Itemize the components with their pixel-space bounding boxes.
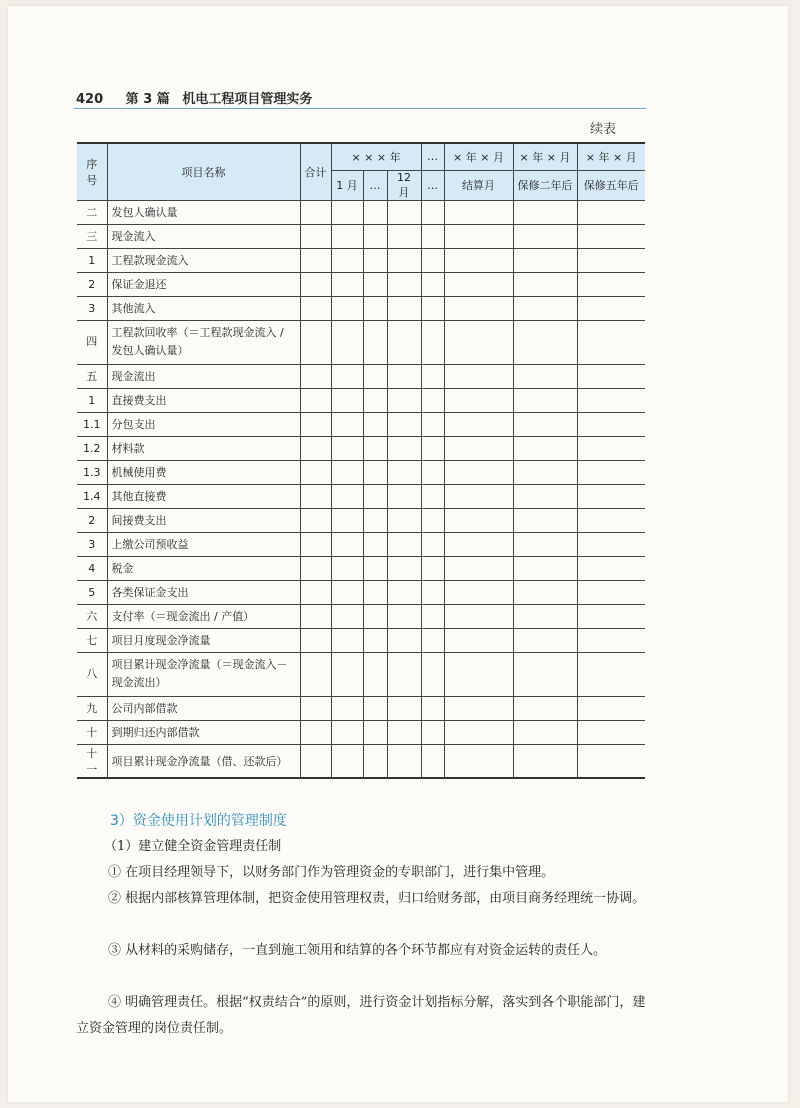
row-no: 五 [77, 364, 107, 388]
table-row [77, 436, 645, 460]
row-no: 1.1 [77, 412, 107, 436]
table-row [77, 320, 645, 364]
header-warranty2: 保修二年后 [513, 170, 577, 200]
header-rule [74, 108, 646, 109]
header-ellipsis-2: … [421, 170, 444, 200]
row-no: 1.3 [77, 460, 107, 484]
row-name: 税金 [107, 556, 300, 580]
header-month-1: 1 月 [331, 170, 363, 200]
table-row [77, 580, 645, 604]
paragraph-3: ② 根据内部核算管理体制，把资金使用管理权责，归口给财务部，由项目商务经理统一协调。 [108, 891, 646, 906]
row-name: 保证金退还 [107, 272, 300, 296]
table-row [77, 720, 645, 744]
table-row [77, 696, 645, 720]
row-no: 1.2 [77, 436, 107, 460]
header-name: 项目名称 [107, 143, 300, 200]
row-no: 三 [77, 224, 107, 248]
row-name: 项目月度现金净流量 [107, 628, 300, 652]
header-settle-month: 结算月 [444, 170, 513, 200]
row-no: 2 [77, 508, 107, 532]
row-no: 3 [77, 532, 107, 556]
row-no: 十一 [77, 744, 107, 778]
row-no: 八 [77, 652, 107, 696]
header-settle-date: × 年 × 月 [444, 143, 513, 170]
row-no: 九 [77, 696, 107, 720]
row-name: 发包人确认量 [107, 200, 300, 224]
table-row [77, 412, 645, 436]
row-name: 项目累计现金净流量（借、还款后） [107, 744, 300, 778]
table-row [77, 508, 645, 532]
row-no: 4 [77, 556, 107, 580]
table-row [77, 556, 645, 580]
row-name: 项目累计现金净流量（＝现金流入－现金流出） [107, 652, 300, 696]
row-no: 5 [77, 580, 107, 604]
row-no: 十 [77, 720, 107, 744]
row-name: 直接费支出 [107, 388, 300, 412]
paragraph-4: ③ 从材料的采购储存，一直到施工领用和结算的各个环节都应有对资金运转的责任人。 [108, 943, 607, 958]
row-no: 二 [77, 200, 107, 224]
row-name: 分包支出 [107, 412, 300, 436]
paragraph-1: （1）建立健全资金管理责任制 [104, 839, 282, 854]
paragraph-2: ① 在项目经理领导下，以财务部门作为管理资金的专职部门，进行集中管理。 [108, 865, 555, 880]
table-row [77, 388, 645, 412]
continued-table-label: 续表 [590, 122, 617, 137]
header-no: 序号 [77, 143, 107, 200]
row-name: 其他直接费 [107, 484, 300, 508]
row-no: 四 [77, 320, 107, 364]
table-row [77, 532, 645, 556]
row-no: 1 [77, 248, 107, 272]
row-no: 3 [77, 296, 107, 320]
header-warranty5: 保修五年后 [577, 170, 645, 200]
row-name: 各类保证金支出 [107, 580, 300, 604]
header-total: 合计 [300, 143, 331, 200]
row-no: 1 [77, 388, 107, 412]
table-row [77, 296, 645, 320]
row-name: 现金流入 [107, 224, 300, 248]
row-no: 2 [77, 272, 107, 296]
header-month-ellipsis: … [363, 170, 387, 200]
row-no: 六 [77, 604, 107, 628]
row-name: 上缴公司预收益 [107, 532, 300, 556]
header-month-12: 12 月 [387, 170, 421, 200]
row-name: 其他流入 [107, 296, 300, 320]
table-row [77, 200, 645, 224]
cash-flow-table [77, 142, 645, 779]
row-no: 1.4 [77, 484, 107, 508]
header-warranty5-date: × 年 × 月 [577, 143, 645, 170]
header-year: × × × 年 [331, 143, 421, 170]
row-no: 七 [77, 628, 107, 652]
book-title: 机电工程项目管理实务 [182, 92, 313, 107]
page-number: 420 [76, 92, 104, 107]
header-ellipsis: … [421, 143, 444, 170]
table-row [77, 604, 645, 628]
table-row [77, 744, 645, 778]
running-header [76, 88, 646, 107]
table-row [77, 248, 645, 272]
row-name: 公司内部借款 [107, 696, 300, 720]
table-row [77, 484, 645, 508]
table-row [77, 364, 645, 388]
row-name: 工程款回收率（＝工程款现金流入 / 发包人确认量） [107, 320, 300, 364]
chapter-label: 第 3 篇 [125, 92, 170, 107]
table-row [77, 460, 645, 484]
row-name: 现金流出 [107, 364, 300, 388]
header-warranty2-date: × 年 × 月 [513, 143, 577, 170]
section-heading: 3）资金使用计划的管理制度 [110, 813, 287, 829]
table-row [77, 272, 645, 296]
paragraph-5: ④ 明确管理责任。根据“权责结合”的原则，进行资金计划指标分解，落实到各个职能部门，建立资金管理的岗位责任制。 [76, 995, 646, 1036]
table-row [77, 628, 645, 652]
row-name: 材料款 [107, 436, 300, 460]
row-name: 到期归还内部借款 [107, 720, 300, 744]
row-name: 支付率（＝现金流出 / 产值） [107, 604, 300, 628]
table-row [77, 652, 645, 696]
row-name: 间接费支出 [107, 508, 300, 532]
row-name: 机械使用费 [107, 460, 300, 484]
table-row [77, 224, 645, 248]
row-name: 工程款现金流入 [107, 248, 300, 272]
